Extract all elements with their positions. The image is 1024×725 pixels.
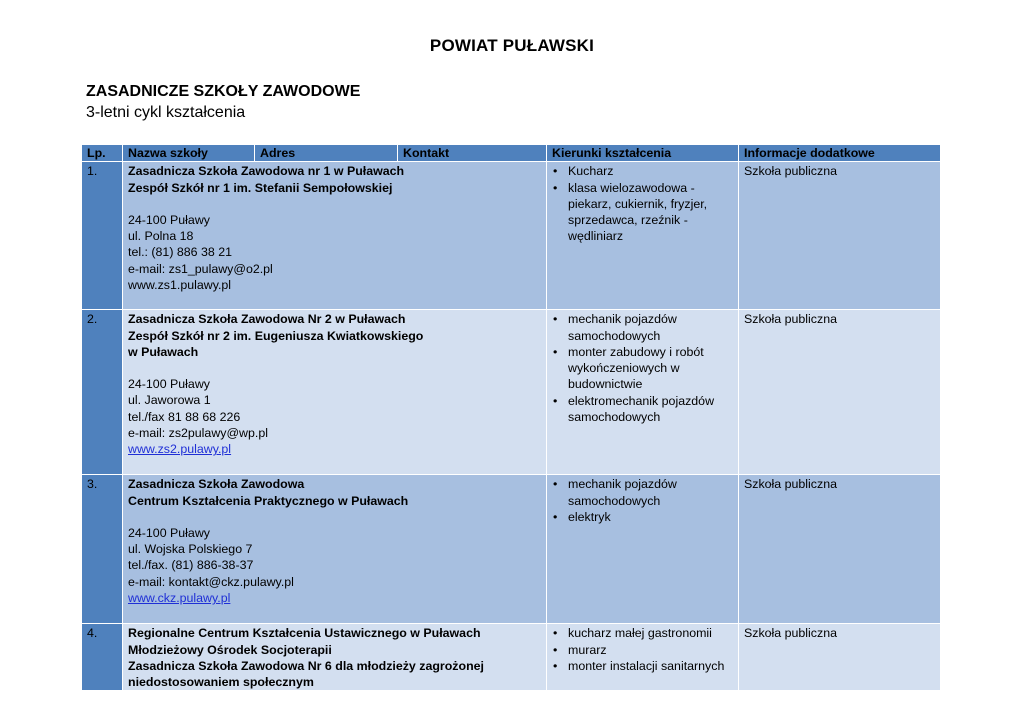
school-details (123, 624, 547, 691)
school-details (123, 310, 547, 475)
direction-label: Kucharz (568, 164, 614, 179)
list-item (552, 163, 733, 179)
info-cell: Szkoła publiczna (739, 310, 941, 475)
email-line: e-mail: zs1_pulawy@o2.pl (128, 261, 273, 276)
direction-label: mechanik pojazdów samochodowych (568, 312, 677, 343)
header-lp: Lp. (82, 145, 123, 162)
section-title: ZASADNICZE SZKOŁY ZAWODOWE (86, 83, 361, 100)
info-cell: Szkoła publiczna (739, 475, 941, 624)
bullet-icon: • (553, 393, 558, 408)
table-row (82, 624, 941, 691)
direction-label: mechanik pojazdów samochodowych (568, 477, 677, 508)
list-item (552, 658, 733, 674)
header-directions: Kierunki kształcenia (547, 145, 739, 162)
address-line: ul. Jaworowa 1 (128, 393, 211, 408)
bullet-icon: • (553, 642, 558, 657)
school-name-line: Młodzieżowy Ośrodek Socjoterapii (128, 642, 332, 657)
bullet-icon: • (553, 180, 558, 195)
school-name-line: Zasadnicza Szkoła Zawodowa Nr 6 dla młodzieży zagrożonej niedostosowaniem społecznym (128, 658, 484, 690)
bullet-icon: • (553, 477, 558, 492)
address-line: ul. Wojska Polskiego 7 (128, 542, 253, 557)
directions-cell (547, 162, 739, 310)
table-row (82, 475, 941, 624)
header-contact: Kontakt (398, 145, 547, 162)
row-number: 4. (82, 624, 123, 691)
phone-line: tel./fax 81 88 68 226 (128, 409, 241, 424)
section-subtitle: 3-letni cykl kształcenia (86, 104, 246, 121)
school-name-line: Zasadnicza Szkoła Zawodowa Nr 2 w Puławach (128, 312, 406, 327)
row-number: 2. (82, 310, 123, 475)
list-item (552, 476, 733, 509)
school-name-line: Zespół Szkół nr 1 im. Stefanii Sempołowskiej (128, 180, 393, 195)
bullet-icon: • (553, 344, 558, 359)
school-name-line: Regionalne Centrum Kształcenia Ustawicznego w Puławach (128, 626, 481, 641)
bullet-icon: • (553, 626, 558, 641)
school-details (123, 162, 547, 310)
directions-cell (547, 624, 739, 691)
header-name: Nazwa szkoły (123, 145, 255, 162)
list-item (552, 625, 733, 641)
school-name-line: Centrum Kształcenia Praktycznego w Puławach (128, 493, 409, 508)
header-address: Adres (255, 145, 398, 162)
school-name-line: Zasadnicza Szkoła Zawodowa nr 1 w Puławach (128, 164, 405, 179)
direction-label: kucharz małej gastronomii (568, 626, 712, 641)
list-item (552, 509, 733, 525)
bullet-icon: • (553, 509, 558, 524)
row-number: 1. (82, 162, 123, 310)
direction-label: elektromechanik pojazdów samochodowych (568, 393, 715, 425)
address-line: 24-100 Puławy (128, 525, 210, 540)
website-text: www.zs1.pulawy.pl (128, 278, 232, 293)
phone-line: tel.: (81) 886 38 21 (128, 245, 233, 260)
direction-label: murarz (568, 642, 607, 657)
table-row (82, 310, 941, 475)
bullet-icon: • (553, 658, 558, 673)
row-number: 3. (82, 475, 123, 624)
direction-label: monter zabudowy i robót wykończeniowych w budownictwie (568, 344, 704, 392)
school-details (123, 475, 547, 624)
direction-label: monter instalacji sanitarnych (568, 658, 725, 673)
table-header-row (82, 145, 941, 162)
schools-table (81, 144, 941, 691)
directions-cell (547, 310, 739, 475)
direction-label: klasa wielozawodowa - piekarz, cukiernik, fryzjer, sprzedawca, rzeźnik - wędliniarz (568, 180, 708, 244)
table-row (82, 162, 941, 310)
page-title: POWIAT PUŁAWSKI (429, 36, 595, 55)
list-item (552, 180, 733, 245)
bullet-icon: • (553, 312, 558, 327)
website-link[interactable]: www.ckz.pulawy.pl (128, 591, 231, 606)
info-cell: Szkoła publiczna (739, 162, 941, 310)
address-line: ul. Polna 18 (128, 229, 194, 244)
bullet-icon: • (553, 164, 558, 179)
header-info: Informacje dodatkowe (739, 145, 941, 162)
website-link[interactable]: www.zs2.pulawy.pl (128, 442, 232, 457)
school-name-line: Zasadnicza Szkoła Zawodowa (128, 477, 305, 492)
address-line: 24-100 Puławy (128, 212, 210, 227)
list-item (552, 311, 733, 344)
list-item (552, 642, 733, 658)
list-item (552, 393, 733, 426)
email-line: e-mail: kontakt@ckz.pulawy.pl (128, 574, 294, 589)
info-cell: Szkoła publiczna (739, 624, 941, 691)
email-line: e-mail: zs2pulawy@wp.pl (128, 426, 268, 441)
address-line: 24-100 Puławy (128, 377, 210, 392)
school-name-line: w Puławach (128, 344, 199, 359)
phone-line: tel./fax. (81) 886-38-37 (128, 558, 254, 573)
list-item (552, 344, 733, 393)
direction-label: elektryk (568, 509, 611, 524)
directions-cell (547, 475, 739, 624)
school-name-line: Zespół Szkół nr 2 im. Eugeniusza Kwiatkowskiego (128, 328, 424, 343)
